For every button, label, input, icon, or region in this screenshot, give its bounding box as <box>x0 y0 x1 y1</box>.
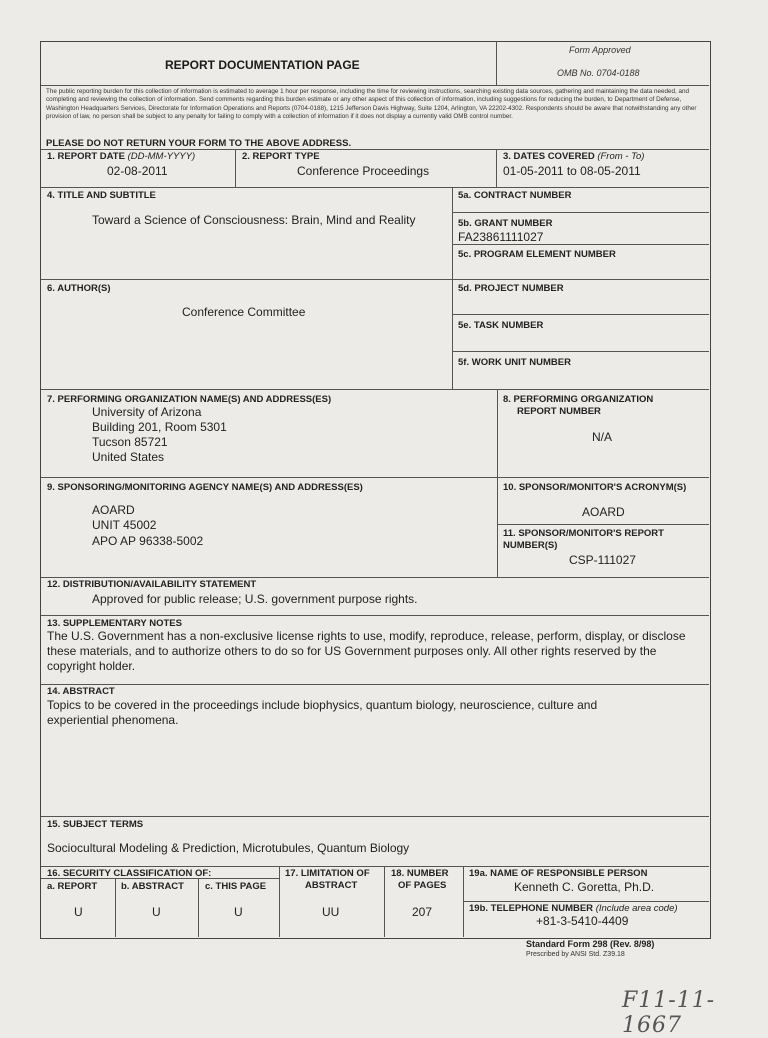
grant-number-value: FA23861111027 <box>458 230 544 244</box>
divider <box>41 866 709 867</box>
divider <box>452 314 709 315</box>
divider <box>41 389 709 390</box>
divider <box>384 866 385 937</box>
report-class-value: U <box>74 905 83 919</box>
sponsoring-agency-line: AOARD <box>92 503 135 517</box>
authors-label: 6. AUTHOR(S) <box>47 283 111 294</box>
sponsoring-agency-line: APO AP 96338-5002 <box>92 534 204 548</box>
number-pages-label: 18. NUMBER <box>391 868 449 879</box>
title-label: 4. TITLE AND SUBTITLE <box>47 190 156 201</box>
responsible-person-value: Kenneth C. Goretta, Ph.D. <box>514 880 655 894</box>
divider <box>41 684 709 685</box>
telephone-label: 19b. TELEPHONE NUMBER (Include area code) <box>469 903 678 914</box>
divider <box>463 901 709 902</box>
sponsor-report-label: NUMBER(S) <box>503 540 558 551</box>
divider <box>497 389 498 577</box>
contract-number-label: 5a. CONTRACT NUMBER <box>458 190 572 201</box>
security-classification-label: 16. SECURITY CLASSIFICATION OF: <box>47 868 212 879</box>
divider <box>235 149 236 187</box>
subject-terms-value: Sociocultural Modeling & Prediction, Microtubules, Quantum Biology <box>47 841 410 855</box>
standard-form: Standard Form 298 (Rev. 8/98) <box>526 939 655 949</box>
performing-org-label: 7. PERFORMING ORGANIZATION NAME(S) AND ADDRESS(ES) <box>47 394 332 405</box>
this-page-class-value: U <box>234 905 243 919</box>
report-date-label: 1. REPORT DATE (DD-MM-YYYY) <box>47 151 196 162</box>
divider <box>41 187 709 188</box>
divider <box>41 279 709 280</box>
limitation-label: ABSTRACT <box>305 880 358 891</box>
divider <box>41 816 709 817</box>
number-pages-label: OF PAGES <box>398 880 447 891</box>
sponsor-acronym-value: AOARD <box>582 505 625 519</box>
abstract-class-value: U <box>152 905 161 919</box>
performing-report-label: 8. PERFORMING ORGANIZATION <box>503 394 654 405</box>
divider <box>279 866 280 937</box>
limitation-value: UU <box>322 905 340 919</box>
omb-number: OMB No. 0704-0188 <box>557 68 640 78</box>
performing-org-line: Building 201, Room 5301 <box>92 420 227 434</box>
performing-org-line: Tucson 85721 <box>92 435 168 449</box>
performing-org-line: United States <box>92 450 165 464</box>
responsible-person-label: 19a. NAME OF RESPONSIBLE PERSON <box>469 868 648 879</box>
divider <box>452 212 709 213</box>
prescribed-by: Prescribed by ANSI Std. Z39.18 <box>526 951 625 958</box>
divider <box>496 149 497 187</box>
burden-notice: The public reporting burden for this collection of information is estimated to average 1 hour per response, including the time for reviewing instructions, searching existing data sources, gathering and maintaining the data needed, and completing and reviewing the collection of information. Send comments regarding this burden estimate or any other aspect of this collection of information, including suggestions for reducing the burden, to Department of Defense, Washington Headquarters Services, Directorate for Information Operations and Reports (0704-0188), 1215 Jefferson Davis Highway, Suite 1204, Arlington, VA 22202-4302. Respondents should be aware that notwithstanding any other provision of law, no person shall be subject to any penalty for failing to comply with a collection of information if it does not display a currently valid OMB control number. <box>46 88 697 120</box>
abstract-label: 14. ABSTRACT <box>47 686 115 697</box>
distribution-value: Approved for public release; U.S. government purpose rights. <box>92 592 418 606</box>
sponsor-report-value: CSP-111027 <box>569 553 636 567</box>
number-pages-value: 207 <box>412 905 433 919</box>
divider <box>41 149 709 150</box>
divider <box>41 577 709 578</box>
report-class-label: a. REPORT <box>47 881 98 892</box>
divider <box>41 477 709 478</box>
grant-number-label: 5b. GRANT NUMBER <box>458 218 553 229</box>
dates-covered-label: 3. DATES COVERED (From - To) <box>503 151 645 162</box>
report-type-label: 2. REPORT TYPE <box>242 151 320 162</box>
performing-report-label: REPORT NUMBER <box>517 406 601 417</box>
sponsoring-agency-label: 9. SPONSORING/MONITORING AGENCY NAME(S) AND ADDRESS(ES) <box>47 482 363 493</box>
return-warning: PLEASE DO NOT RETURN YOUR FORM TO THE ABOVE ADDRESS. <box>46 138 352 149</box>
supplementary-notes-label: 13. SUPPLEMENTARY NOTES <box>47 618 182 629</box>
abstract-class-label: b. ABSTRACT <box>121 881 184 892</box>
page-title: REPORT DOCUMENTATION PAGE <box>165 58 360 72</box>
title-value: Toward a Science of Consciousness: Brain, Mind and Reality <box>92 213 416 227</box>
form-approved: Form Approved <box>569 45 631 55</box>
program-element-label: 5c. PROGRAM ELEMENT NUMBER <box>458 249 616 260</box>
performing-report-value: N/A <box>592 430 613 444</box>
work-unit-label: 5f. WORK UNIT NUMBER <box>458 357 571 368</box>
distribution-label: 12. DISTRIBUTION/AVAILABILITY STATEMENT <box>47 579 257 590</box>
divider <box>41 85 709 86</box>
authors-value: Conference Committee <box>182 305 306 319</box>
report-date-value: 02-08-2011 <box>107 164 168 178</box>
sponsoring-agency-line: UNIT 45002 <box>92 518 157 532</box>
limitation-label: 17. LIMITATION OF <box>285 868 370 879</box>
divider <box>452 351 709 352</box>
divider <box>452 244 709 245</box>
handwritten-note: F11-11-1667 <box>622 988 716 1038</box>
project-number-label: 5d. PROJECT NUMBER <box>458 283 564 294</box>
divider <box>496 41 497 85</box>
report-type-value: Conference Proceedings <box>297 164 430 178</box>
performing-org-line: University of Arizona <box>92 405 202 419</box>
divider <box>115 878 116 937</box>
divider <box>198 878 199 937</box>
dates-covered-value: 01-05-2011 to 08-05-2011 <box>503 164 641 178</box>
telephone-value: +81-3-5410-4409 <box>536 914 629 928</box>
sponsor-acronym-label: 10. SPONSOR/MONITOR'S ACRONYM(S) <box>503 482 687 493</box>
sponsor-report-label: 11. SPONSOR/MONITOR'S REPORT <box>503 528 664 539</box>
task-number-label: 5e. TASK NUMBER <box>458 320 544 331</box>
divider <box>41 615 709 616</box>
subject-terms-label: 15. SUBJECT TERMS <box>47 819 144 830</box>
supplementary-notes-value: The U.S. Government has a non-exclusive license rights to use, modify, reproduce, release, perform, display, or disclose these materials, and to authorize others to do so for US Government purposes only. All other rights reserved by the copyright holder. <box>47 629 686 673</box>
abstract-value: Topics to be covered in the proceedings include biophysics, quantum biology, neuroscience, culture and experiential phenomena. <box>47 698 598 727</box>
divider <box>452 187 453 389</box>
divider <box>497 524 709 525</box>
this-page-class-label: c. THIS PAGE <box>205 881 267 892</box>
